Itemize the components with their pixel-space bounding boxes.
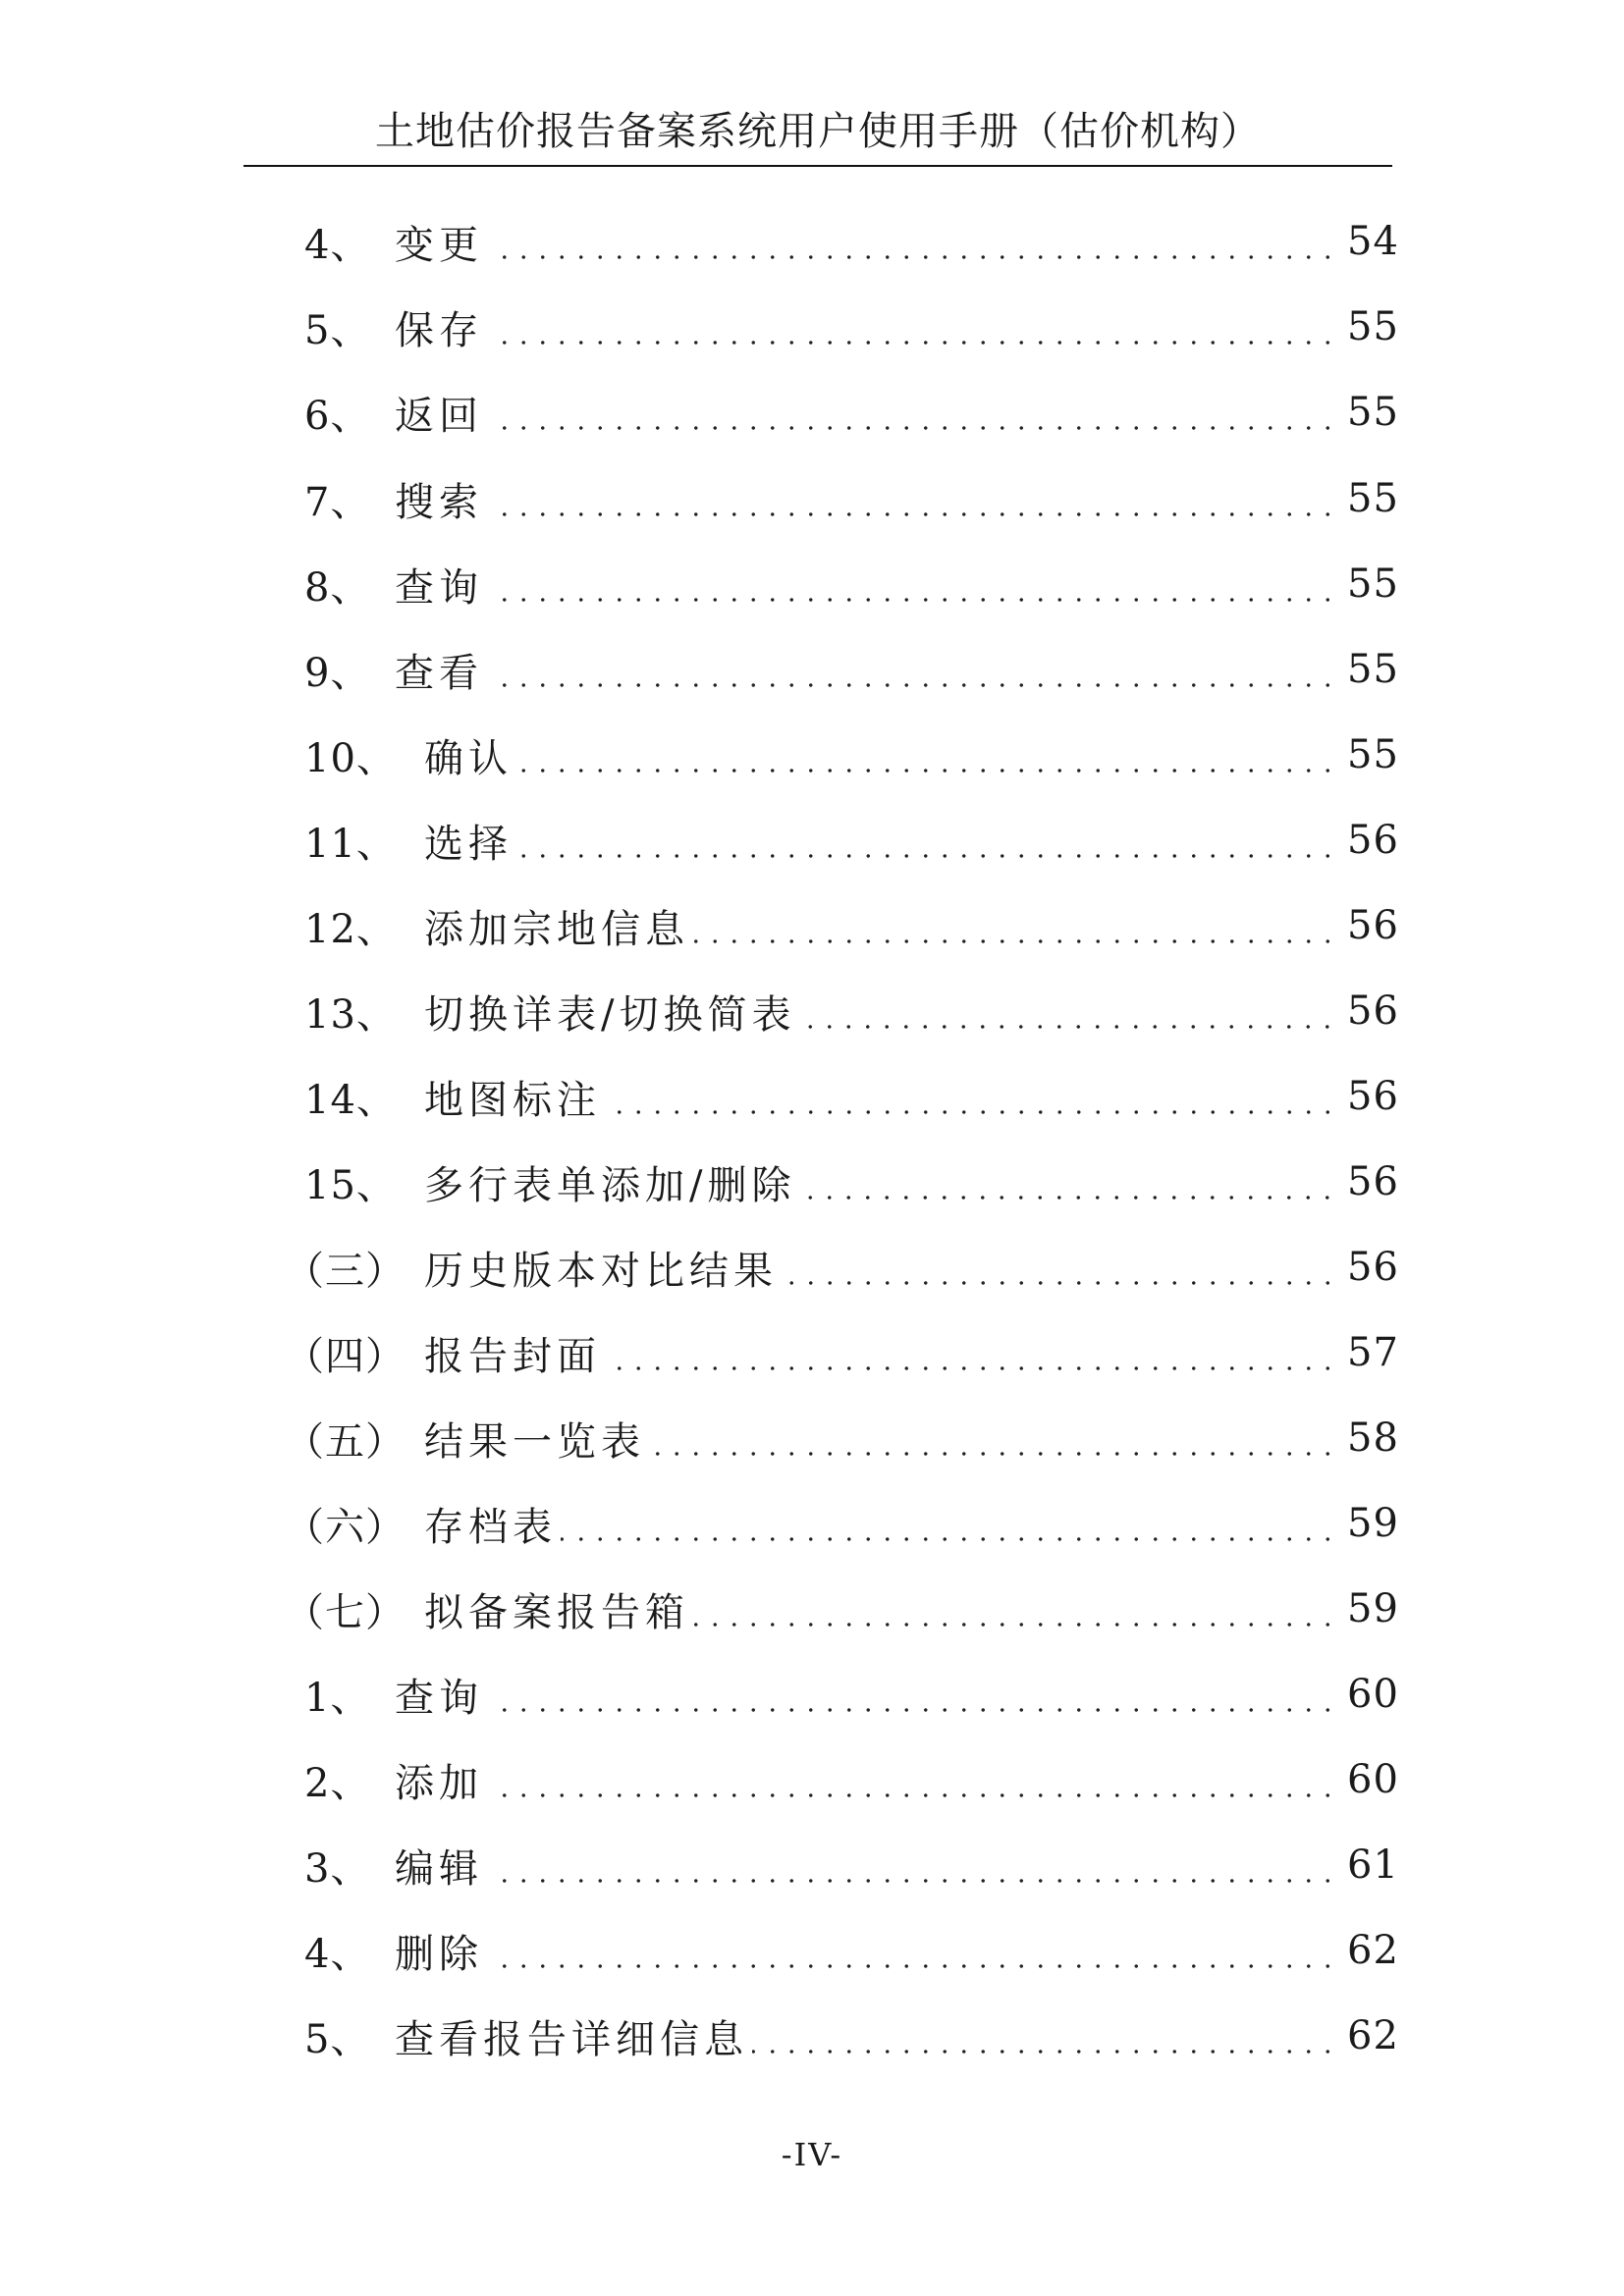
toc-entry-title: 添加宗地信息 <box>424 906 689 952</box>
toc-entry-page: 62 <box>1347 2013 1399 2058</box>
toc-entry-number: 11、 <box>304 821 397 867</box>
toc-entry-page: 55 <box>1347 647 1399 692</box>
toc-entry-number: 7、 <box>304 479 371 525</box>
toc-leader-dots <box>487 640 1337 699</box>
toc-entry-page: 57 <box>1347 1330 1399 1375</box>
toc-entry-title: 搜索 <box>395 479 483 525</box>
toc-entry[interactable] <box>304 1067 1399 1126</box>
toc-entry-page: 55 <box>1347 390 1399 435</box>
toc-entry-page: 62 <box>1347 1928 1399 1973</box>
toc-entry-page: 55 <box>1347 476 1399 521</box>
toc-entry-title: 确认 <box>424 735 513 781</box>
toc-entry-number: 4、 <box>304 222 371 268</box>
toc-entry-page: 60 <box>1347 1672 1399 1717</box>
toc-entry-number: 3、 <box>304 1845 371 1892</box>
toc-entry-title: 返回 <box>395 393 483 439</box>
toc-leader-dots <box>487 469 1337 528</box>
toc-leader-dots <box>487 297 1337 356</box>
toc-entry[interactable] <box>304 1921 1399 1980</box>
toc-leader-dots <box>649 1409 1337 1468</box>
toc-entry[interactable] <box>285 1494 1399 1553</box>
header-divider <box>244 165 1392 167</box>
toc-leader-dots <box>693 1579 1337 1638</box>
toc-entry[interactable] <box>304 811 1399 870</box>
toc-leader-dots <box>516 725 1337 784</box>
toc-entry-title: 查看 <box>395 650 483 696</box>
toc-entry[interactable] <box>304 1836 1399 1895</box>
toc-entry[interactable] <box>285 1409 1399 1468</box>
toc-leader-dots <box>487 212 1337 271</box>
toc-entry-title: 地图标注 <box>424 1077 601 1123</box>
toc-entry-page: 55 <box>1347 732 1399 777</box>
toc-entry-title: 历史版本对比结果 <box>424 1248 778 1294</box>
toc-entry-number: 13、 <box>304 991 397 1038</box>
toc-entry-number: 15、 <box>304 1162 397 1208</box>
toc-entry-number: 8、 <box>304 564 371 611</box>
document-title: 土地估价报告备案系统用户使用手册（估价机构） <box>375 109 1261 154</box>
toc-entry-page: 59 <box>1347 1586 1399 1631</box>
toc-entry-page: 61 <box>1347 1842 1399 1888</box>
toc-entry-title: 拟备案报告箱 <box>424 1589 689 1635</box>
toc-entry[interactable] <box>285 1238 1399 1297</box>
toc-entry-number: （六） <box>285 1504 406 1550</box>
toc-entry-number: （三） <box>285 1248 406 1294</box>
toc-entry[interactable] <box>304 725 1399 784</box>
toc-entry-title: 选择 <box>424 821 513 867</box>
page-header <box>244 96 1392 167</box>
toc-entry-number: 9、 <box>304 650 371 696</box>
toc-entry-page: 58 <box>1347 1415 1399 1461</box>
toc-entry-page: 55 <box>1347 561 1399 607</box>
toc-leader-dots <box>487 555 1337 614</box>
toc-entry-title: 存档表 <box>424 1504 557 1550</box>
toc-entry[interactable] <box>304 469 1399 528</box>
toc-leader-dots <box>605 1067 1337 1126</box>
toc-leader-dots <box>561 1494 1337 1553</box>
toc-entry-title: 查询 <box>395 1675 483 1721</box>
toc-entry-title: 查询 <box>395 564 483 611</box>
toc-leader-dots <box>799 982 1337 1041</box>
toc-entry[interactable] <box>304 383 1399 442</box>
toc-entry-number: （五） <box>285 1418 406 1465</box>
toc-leader-dots <box>516 811 1337 870</box>
toc-leader-dots <box>799 1152 1337 1211</box>
toc-entry-number: 5、 <box>304 2016 371 2062</box>
toc-entry-title: 结果一览表 <box>424 1418 645 1465</box>
page-number: -IV- <box>781 2136 843 2173</box>
toc-entry[interactable] <box>304 2006 1399 2065</box>
toc-entry[interactable] <box>304 1665 1399 1724</box>
toc-entry[interactable] <box>285 1579 1399 1638</box>
toc-entry-number: （四） <box>285 1333 406 1379</box>
toc-leader-dots <box>487 1921 1337 1980</box>
toc-entry-page: 59 <box>1347 1501 1399 1546</box>
toc-entry-page: 56 <box>1347 1245 1399 1290</box>
toc-entry-number: 10、 <box>304 735 397 781</box>
toc-entry-title: 查看报告详细信息 <box>395 2016 748 2062</box>
toc-entry-number: 1、 <box>304 1675 371 1721</box>
toc-entry[interactable] <box>285 1323 1399 1382</box>
toc-leader-dots <box>605 1323 1337 1382</box>
toc-leader-dots <box>487 1836 1337 1895</box>
toc-entry[interactable] <box>304 1152 1399 1211</box>
toc-entry-number: 12、 <box>304 906 397 952</box>
toc-entry-title: 多行表单添加/删除 <box>424 1162 796 1208</box>
toc-entry-number: 14、 <box>304 1077 397 1123</box>
toc-entry-title: 删除 <box>395 1931 483 1977</box>
toc-leader-dots <box>693 896 1337 955</box>
toc-leader-dots <box>782 1238 1337 1297</box>
toc-entry-page: 60 <box>1347 1757 1399 1802</box>
toc-leader-dots <box>487 383 1337 442</box>
toc-entry[interactable] <box>304 640 1399 699</box>
toc-entry-number: 2、 <box>304 1760 371 1806</box>
toc-entry-title: 保存 <box>395 307 483 353</box>
toc-entry[interactable] <box>304 982 1399 1041</box>
toc-entry-page: 55 <box>1347 304 1399 349</box>
toc-entry-page: 56 <box>1347 818 1399 863</box>
toc-entry[interactable] <box>304 212 1399 271</box>
toc-leader-dots <box>487 1750 1337 1809</box>
toc-entry-title: 编辑 <box>395 1845 483 1892</box>
toc-entry-number: 5、 <box>304 307 371 353</box>
toc-entry[interactable] <box>304 555 1399 614</box>
toc-entry-page: 56 <box>1347 988 1399 1034</box>
toc-entry-title: 切换详表/切换简表 <box>424 991 796 1038</box>
toc-entry-page: 56 <box>1347 903 1399 948</box>
toc-entry-title: 变更 <box>395 222 483 268</box>
toc-leader-dots <box>752 2006 1337 2065</box>
toc-entry-page: 56 <box>1347 1074 1399 1119</box>
toc-entry[interactable] <box>304 896 1399 955</box>
toc-entry-number: 4、 <box>304 1931 371 1977</box>
toc-entry[interactable] <box>304 297 1399 356</box>
toc-entry-number: 6、 <box>304 393 371 439</box>
toc-entry-number: （七） <box>285 1589 406 1635</box>
toc-entry-title: 报告封面 <box>424 1333 601 1379</box>
toc-leader-dots <box>487 1665 1337 1724</box>
toc-entry[interactable] <box>304 1750 1399 1809</box>
toc-entry-page: 54 <box>1347 219 1399 264</box>
toc-entry-page: 56 <box>1347 1159 1399 1204</box>
toc-entry-title: 添加 <box>395 1760 483 1806</box>
